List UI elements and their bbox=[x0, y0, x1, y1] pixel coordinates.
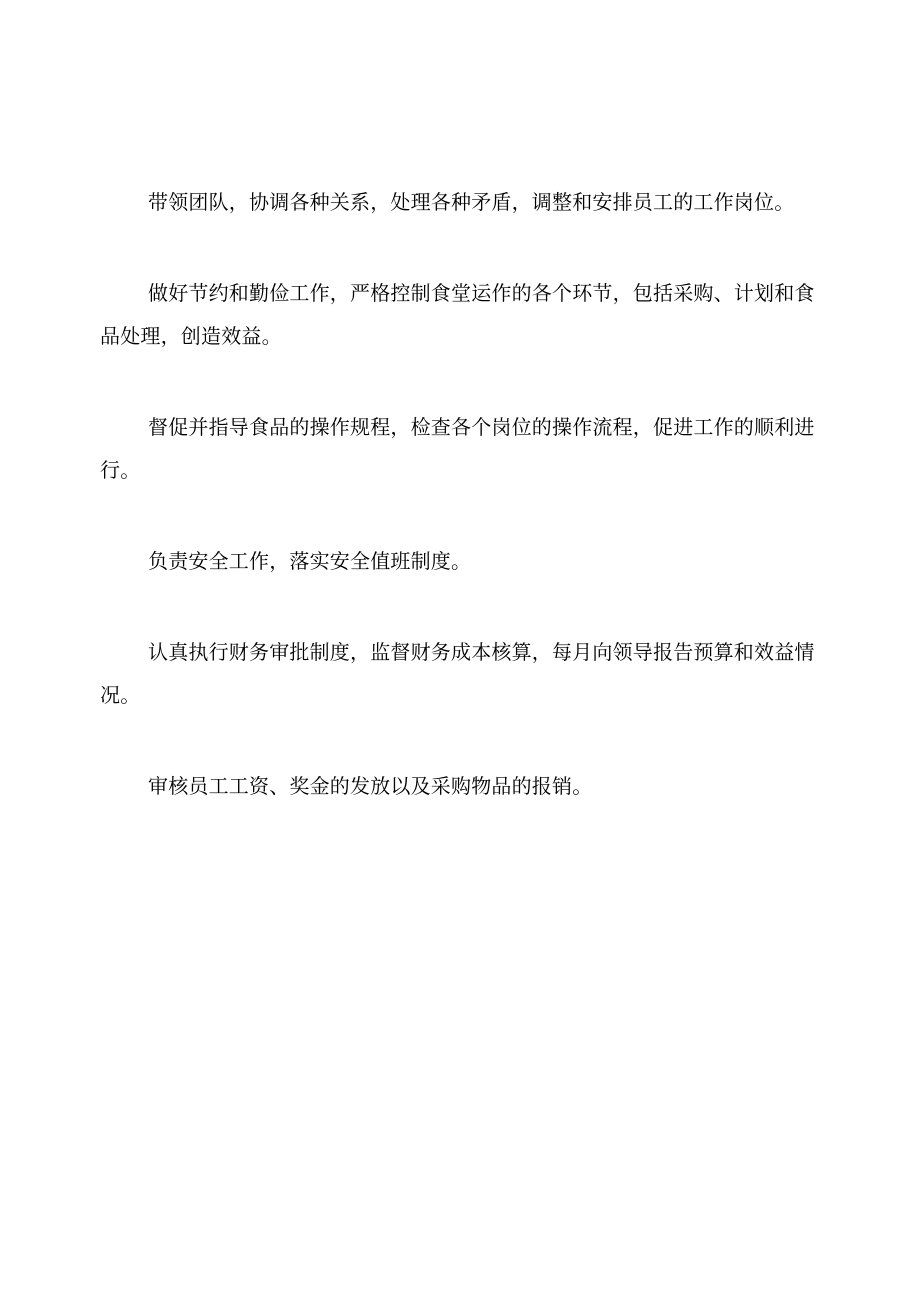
paragraph-team-management: 带领团队，协调各种关系，处理各种矛盾，调整和安排员工的工作岗位。 bbox=[148, 190, 795, 214]
paragraph-safety-work: 负责安全工作，落实安全值班制度。 bbox=[148, 549, 472, 573]
document-body bbox=[100, 181, 830, 856]
paragraph-cost-control: 做好节约和勤俭工作，严格控制食堂运作的各个环节，包括采购、计划和食品处理，创造效益。 bbox=[100, 281, 815, 348]
paragraph-reimbursement-review: 审核员工工资、奖金的发放以及采购物品的报销。 bbox=[148, 774, 593, 798]
paragraph-operation-supervision: 督促并指导食品的操作规程，检查各个岗位的操作流程，促进工作的顺利进行。 bbox=[100, 415, 815, 482]
paragraph-finance-approval: 认真执行财务审批制度，监督财务成本核算，每月向领导报告预算和效益情况。 bbox=[100, 640, 815, 707]
